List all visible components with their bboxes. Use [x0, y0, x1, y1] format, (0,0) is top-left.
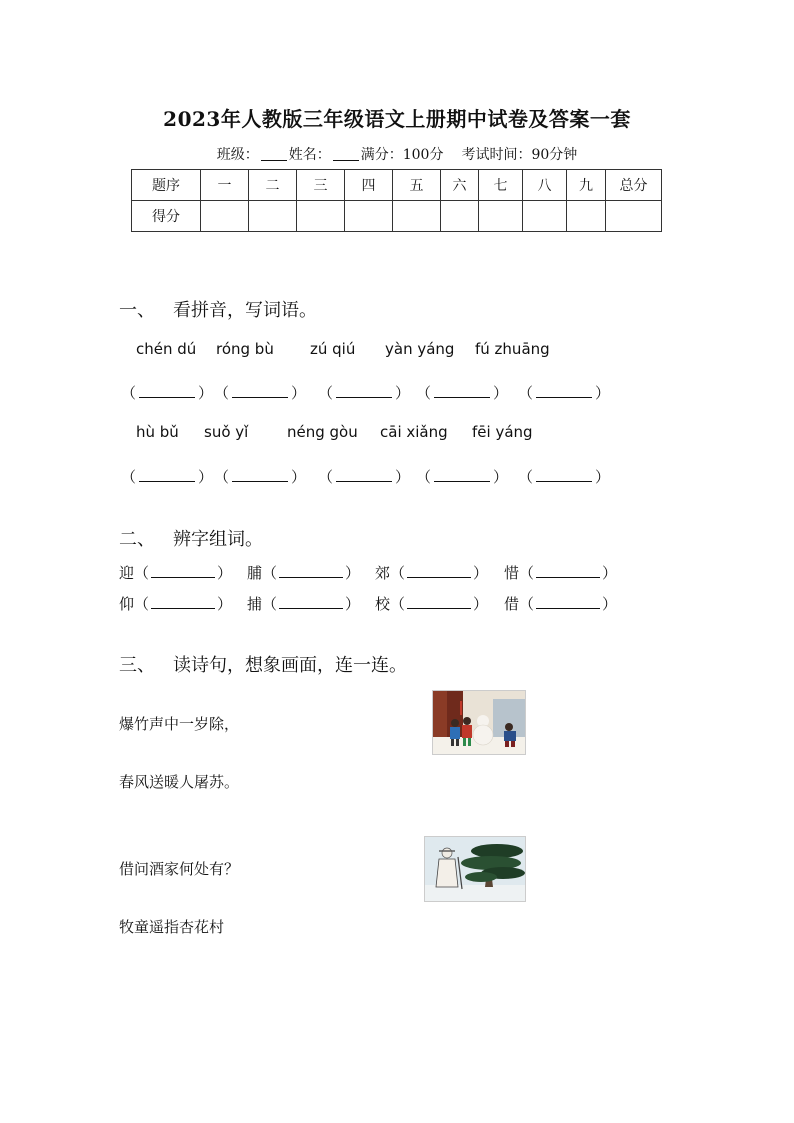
score-table-score-row [132, 201, 662, 232]
score-header-cell: 六 [441, 170, 479, 201]
char-blank[interactable]: 借（ ） [504, 595, 618, 613]
section1-title: 看拼音，写词语。 [173, 300, 317, 321]
char-blank[interactable]: 仰（ ） [119, 595, 233, 613]
poem-line: 春风送暖人屠苏。 [119, 773, 240, 791]
section2-heading [119, 525, 263, 551]
answer-blank[interactable]: （ ） [214, 384, 307, 402]
new-year-illustration [432, 690, 526, 755]
score-table [131, 169, 662, 232]
score-cell[interactable] [249, 201, 297, 232]
answer-blank[interactable]: （ ） [318, 384, 411, 402]
name-blank [333, 146, 359, 161]
pinyin-item: chén dú [136, 340, 197, 358]
page-title: 2023年人教版三年级语文上册期中试卷及答案一套 [163, 107, 631, 131]
section1-heading [119, 296, 317, 322]
answer-blank[interactable]: （ ） [318, 468, 411, 486]
section1-number: 一、 [119, 300, 155, 321]
answer-blank[interactable]: （ ） [214, 468, 307, 486]
score-header-cell: 五 [393, 170, 441, 201]
score-cell[interactable] [567, 201, 606, 232]
section3-heading [119, 651, 407, 677]
score-cell[interactable] [479, 201, 523, 232]
poem-line: 爆竹声中一岁除， [119, 715, 240, 733]
answer-blank[interactable]: （ ） [416, 468, 509, 486]
score-header-cell: 题序 [132, 170, 201, 201]
score-header-cell: 二 [249, 170, 297, 201]
score-header-cell: 总分 [606, 170, 662, 201]
answer-blank[interactable]: （ ） [518, 468, 611, 486]
poem-line: 牧童遥指杏花村 [119, 918, 225, 936]
section3-number: 三、 [119, 655, 155, 676]
score-cell[interactable] [606, 201, 662, 232]
exam-time: 考试时间：90分钟 [461, 147, 578, 163]
answer-blank[interactable]: （ ） [416, 384, 509, 402]
answer-blank[interactable]: （ ） [121, 384, 214, 402]
char-blank[interactable]: 校（ ） [375, 595, 489, 613]
class-blank [261, 146, 287, 161]
score-cell[interactable] [523, 201, 567, 232]
pinyin-item: zú qiú [310, 340, 356, 358]
pinyin-item: cāi xiǎng [380, 423, 448, 441]
section3-title: 读诗句，想象画面，连一连。 [173, 655, 407, 676]
section2-title: 辨字组词。 [173, 529, 263, 550]
char-blank[interactable]: 惜（ ） [504, 564, 618, 582]
section2-number: 二、 [119, 529, 155, 550]
name-label: 姓名： [288, 147, 331, 163]
score-table-header-row [132, 170, 662, 201]
answer-blank[interactable]: （ ） [121, 468, 214, 486]
score-header-cell: 七 [479, 170, 523, 201]
char-blank[interactable]: 捕（ ） [247, 595, 361, 613]
score-header-cell: 一 [201, 170, 249, 201]
score-cell[interactable] [393, 201, 441, 232]
poem-line: 借问酒家何处有？ [119, 860, 240, 878]
class-label: 班级： [216, 147, 259, 163]
score-cell[interactable] [345, 201, 393, 232]
char-blank[interactable]: 迎（ ） [119, 564, 233, 582]
score-cell[interactable] [201, 201, 249, 232]
pinyin-item: róng bù [216, 340, 274, 358]
score-cell[interactable] [297, 201, 345, 232]
pinyin-item: yàn yáng [385, 340, 455, 358]
pinyin-item: fēi yáng [472, 423, 533, 441]
score-cell[interactable] [441, 201, 479, 232]
char-blank[interactable]: 脯（ ） [247, 564, 361, 582]
exam-info-line [0, 144, 794, 164]
score-header-cell: 四 [345, 170, 393, 201]
score-header-cell: 三 [297, 170, 345, 201]
full-score: 满分：100分 [360, 147, 444, 163]
score-header-cell: 九 [567, 170, 606, 201]
pinyin-item: hù bǔ [136, 423, 179, 441]
shepherd-illustration [424, 836, 526, 902]
pinyin-item: fú zhuāng [475, 340, 550, 358]
pinyin-item: néng gòu [287, 423, 358, 441]
answer-blank[interactable]: （ ） [518, 384, 611, 402]
char-blank[interactable]: 郊（ ） [375, 564, 489, 582]
score-header-cell: 八 [523, 170, 567, 201]
pinyin-item: suǒ yǐ [204, 423, 249, 441]
score-row-label: 得分 [132, 201, 201, 232]
